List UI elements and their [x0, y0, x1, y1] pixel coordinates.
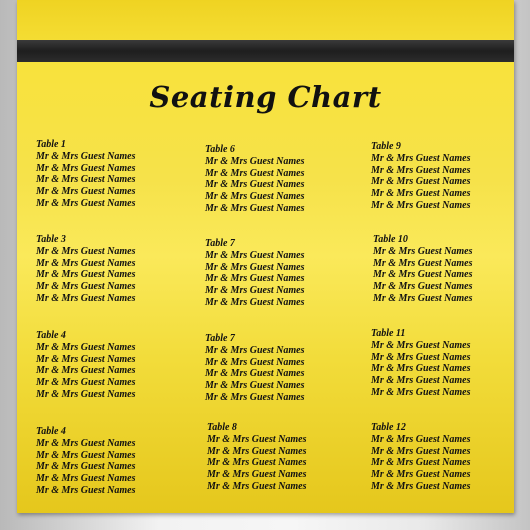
table-name: Table 1 [36, 139, 66, 150]
table-block [373, 234, 514, 305]
guest-line: Mr & Mrs Guest Names [371, 164, 471, 176]
table-block [207, 422, 357, 493]
guest-line: Mr & Mrs Guest Names [205, 156, 305, 167]
table-block [205, 144, 355, 215]
guest-line: Mr & Mrs Guest Names [371, 469, 471, 481]
guest-line: Mr & Mrs Guest Names [371, 375, 471, 387]
guest-line: Mr & Mrs Guest Names [205, 202, 305, 214]
guest-line: Mr & Mrs Guest Names [36, 388, 136, 400]
guest-line: Mr & Mrs Guest Names [36, 377, 136, 389]
guest-line: Mr & Mrs Guest Names [205, 191, 305, 203]
guest-line: Mr & Mrs Guest Names [205, 296, 305, 308]
guest-line: Mr & Mrs Guest Names [36, 257, 136, 269]
guest-line: Mr & Mrs Guest Names [205, 391, 305, 403]
table-name: Table 4 [36, 426, 66, 437]
table-name: Table 3 [36, 234, 66, 245]
guest-line: Mr & Mrs Guest Names [36, 365, 136, 377]
table-block [371, 422, 514, 493]
guest-line: Mr & Mrs Guest Names [36, 461, 136, 473]
table-name: Table 11 [371, 328, 406, 339]
table-name: Table 7 [205, 333, 235, 344]
guest-line: Mr & Mrs Guest Names [371, 153, 471, 164]
guest-line: Mr & Mrs Guest Names [36, 186, 136, 198]
guest-line: Mr & Mrs Guest Names [207, 469, 307, 481]
guest-line: Mr & Mrs Guest Names [373, 292, 473, 304]
table-block [205, 333, 355, 404]
guest-line: Mr & Mrs Guest Names [205, 261, 305, 273]
table-block [205, 238, 355, 309]
guest-line: Mr & Mrs Guest Names [371, 445, 471, 457]
table-name: Table 6 [205, 144, 235, 155]
guest-line: Mr & Mrs Guest Names [373, 281, 473, 293]
table-block [36, 426, 186, 497]
guest-line: Mr & Mrs Guest Names [36, 246, 136, 257]
guest-line: Mr & Mrs Guest Names [371, 434, 471, 445]
guest-line: Mr & Mrs Guest Names [205, 250, 305, 261]
guest-line: Mr & Mrs Guest Names [205, 167, 305, 179]
guest-line: Mr & Mrs Guest Names [36, 197, 136, 209]
guest-line: Mr & Mrs Guest Names [205, 345, 305, 356]
guest-line: Mr & Mrs Guest Names [371, 351, 471, 363]
guest-line: Mr & Mrs Guest Names [36, 438, 136, 449]
guest-line: Mr & Mrs Guest Names [371, 480, 471, 492]
guest-line: Mr & Mrs Guest Names [373, 257, 473, 269]
table-block [36, 234, 186, 305]
guest-line: Mr & Mrs Guest Names [207, 480, 307, 492]
page-title: Seating Chart [149, 80, 382, 114]
guest-line: Mr & Mrs Guest Names [205, 368, 305, 380]
guest-line: Mr & Mrs Guest Names [371, 363, 471, 375]
guest-line: Mr & Mrs Guest Names [36, 449, 136, 461]
guest-line: Mr & Mrs Guest Names [36, 473, 136, 485]
table-block [36, 139, 186, 210]
table-block [36, 330, 186, 401]
guest-line: Mr & Mrs Guest Names [373, 269, 473, 281]
guest-line: Mr & Mrs Guest Names [205, 273, 305, 285]
guest-line: Mr & Mrs Guest Names [371, 199, 471, 211]
guest-line: Mr & Mrs Guest Names [36, 269, 136, 281]
guest-line: Mr & Mrs Guest Names [371, 176, 471, 188]
guest-line: Mr & Mrs Guest Names [207, 434, 307, 445]
guest-line: Mr & Mrs Guest Names [205, 380, 305, 392]
table-name: Table 9 [371, 141, 401, 152]
guest-line: Mr & Mrs Guest Names [36, 281, 136, 293]
table-name: Table 12 [371, 422, 406, 433]
guest-line: Mr & Mrs Guest Names [371, 386, 471, 398]
guest-line: Mr & Mrs Guest Names [36, 342, 136, 353]
table-name: Table 7 [205, 238, 235, 249]
guest-line: Mr & Mrs Guest Names [373, 246, 473, 257]
guest-line: Mr & Mrs Guest Names [207, 445, 307, 457]
guest-line: Mr & Mrs Guest Names [36, 162, 136, 174]
header-band [17, 40, 514, 62]
guest-line: Mr & Mrs Guest Names [207, 457, 307, 469]
guest-line: Mr & Mrs Guest Names [371, 340, 471, 351]
seating-chart-poster [17, 0, 514, 513]
table-name: Table 10 [373, 234, 408, 245]
table-block [371, 141, 514, 212]
table-name: Table 4 [36, 330, 66, 341]
guest-line: Mr & Mrs Guest Names [205, 356, 305, 368]
guest-line: Mr & Mrs Guest Names [36, 151, 136, 162]
guest-line: Mr & Mrs Guest Names [371, 457, 471, 469]
guest-line: Mr & Mrs Guest Names [36, 292, 136, 304]
table-name: Table 8 [207, 422, 237, 433]
table-block [371, 328, 514, 399]
guest-line: Mr & Mrs Guest Names [36, 353, 136, 365]
guest-line: Mr & Mrs Guest Names [36, 484, 136, 496]
guest-line: Mr & Mrs Guest Names [205, 285, 305, 297]
guest-line: Mr & Mrs Guest Names [205, 179, 305, 191]
guest-line: Mr & Mrs Guest Names [36, 174, 136, 186]
guest-line: Mr & Mrs Guest Names [371, 188, 471, 200]
